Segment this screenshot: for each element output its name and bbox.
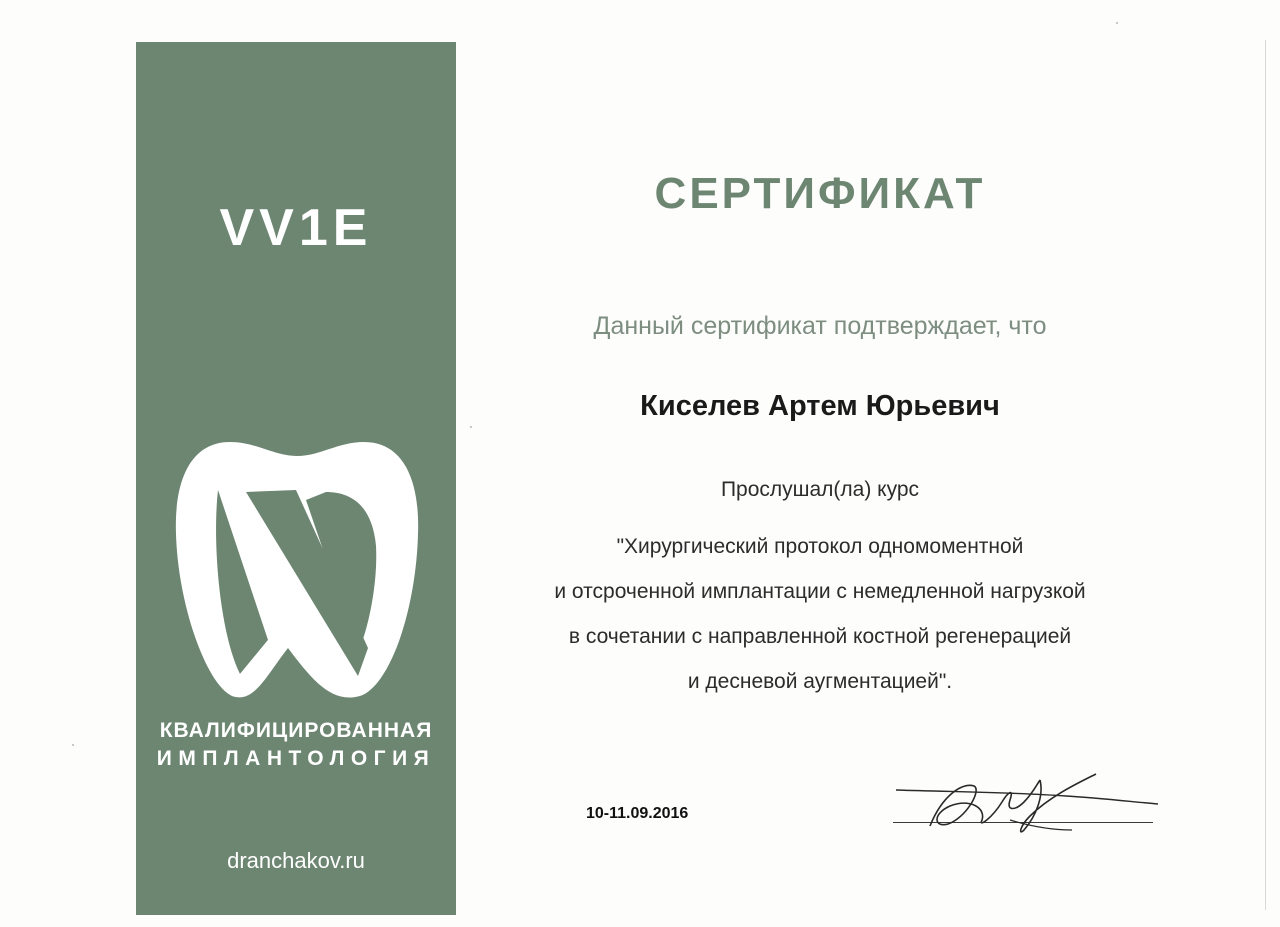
scan-edge-line (1265, 40, 1266, 910)
handwritten-signature (890, 766, 1162, 842)
course-title-line: и отсроченной имплантации с немедленной нагрузкой (554, 580, 1086, 603)
certificate-title: СЕРТИФИКАТ (654, 169, 986, 218)
brand-panel (136, 42, 456, 915)
brand-subtitle-line-1: КВАЛИФИЦИРОВАННАЯ (159, 719, 433, 742)
website-text: dranchakov.ru (227, 848, 365, 873)
confirm-text: Данный сертификат подтверждает, что (593, 312, 1047, 340)
course-title (480, 536, 1160, 716)
course-title-line: "Хирургический протокол одномоментной (616, 535, 1024, 558)
recipient-name: Киселев Артем Юрьевич (640, 390, 1000, 422)
tooth-logo-icon (172, 434, 422, 702)
course-intro: Прослушал(ла) курс (720, 478, 920, 501)
scan-speck (72, 744, 74, 746)
brand-subtitle-line-2: ИМПЛАНТОЛОГИЯ (156, 747, 436, 770)
course-title-line: в сочетании с направленной костной регенерацией (568, 625, 1072, 648)
course-date: 10-11.09.2016 (586, 805, 689, 822)
scan-speck (1116, 22, 1118, 24)
brand-logo-text: VV1E (219, 199, 373, 257)
scan-speck (470, 426, 472, 428)
course-title-line: и десневой аугментацией". (687, 670, 953, 693)
